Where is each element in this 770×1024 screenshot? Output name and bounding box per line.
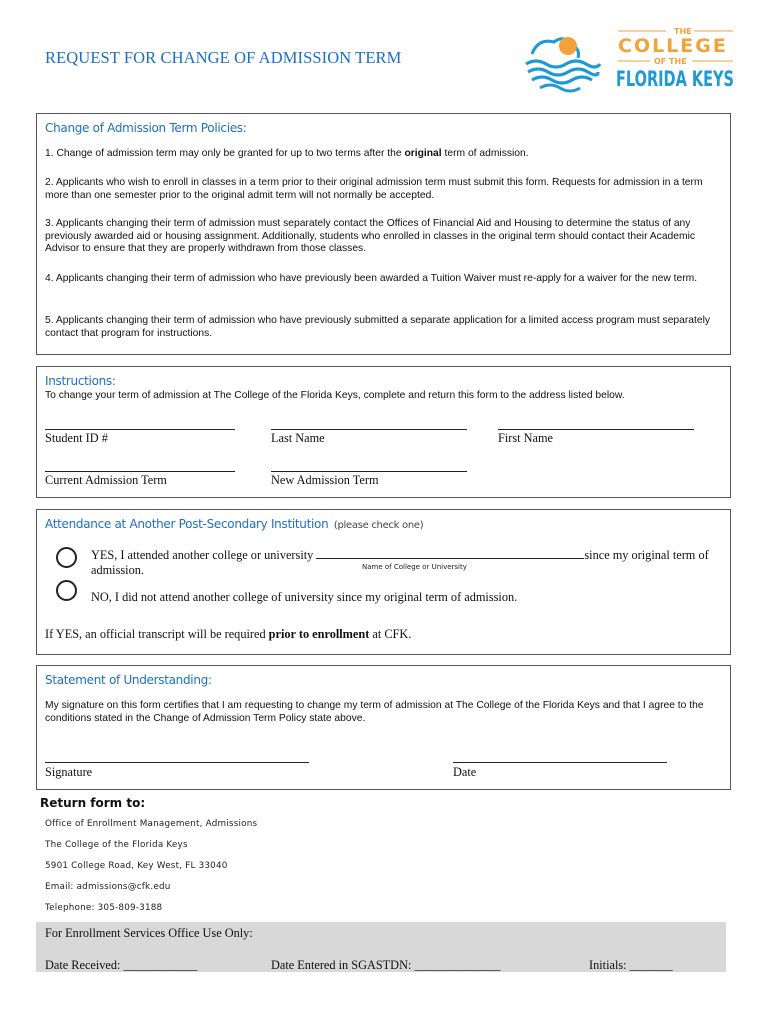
policies-heading: Change of Admission Term Policies: [45, 121, 247, 135]
return-email: Email: admissions@cfk.edu [45, 882, 171, 892]
yes-option-line2: admission. [91, 563, 144, 577]
return-office: Office of Enrollment Management, Admissions [45, 819, 258, 829]
statement-heading: Statement of Understanding: [45, 673, 212, 687]
return-phone: Telephone: 305-809-3188 [45, 903, 163, 913]
college-name-field[interactable] [316, 548, 584, 559]
last-name-label: Last Name [271, 431, 325, 445]
date-field[interactable] [453, 762, 667, 763]
date-entered-field[interactable]: Date Entered in SGASTDN: ______________ [271, 958, 501, 972]
return-heading: Return form to: [40, 796, 146, 810]
return-address: 5901 College Road, Key West, FL 33040 [45, 861, 228, 871]
college-name-caption: Name of College or University [362, 563, 467, 571]
yes-option-label: YES, I attended another college or university since my original term of [91, 548, 709, 562]
signature-field[interactable] [45, 762, 309, 763]
instructions-section [36, 366, 731, 498]
initials-field[interactable]: Initials: _______ [589, 958, 673, 972]
current-term-label: Current Admission Term [45, 473, 167, 487]
statement-text: My signature on this form certifies that I am requesting to change my term of admission at The College of the Florida Keys and that I agree to the conditions stated in the Change of Admission Term Policy state above. [45, 700, 704, 724]
attendance-heading: Attendance at Another Post-Secondary Institution (please check one) [45, 517, 424, 531]
yes-radio[interactable] [56, 547, 77, 568]
student-id-field[interactable] [45, 429, 235, 430]
transcript-note: If YES, an official transcript will be required prior to enrollment at CFK. [45, 627, 412, 641]
policy-3: 3. Applicants changing their term of admission must separately contact the Offices of Financial Aid and Housing to determine the status of any previously awarded aid or housing assignment. Additionally, students who enrolled in classes in the original term should contact their Academic Advisor to ensure that they are properly withdrawn from those classes. [45, 218, 696, 255]
no-radio[interactable] [56, 580, 77, 601]
signature-label: Signature [45, 765, 93, 779]
policies-section [36, 113, 731, 355]
wave-emblem-icon [526, 37, 600, 91]
office-use-heading: For Enrollment Services Office Use Only: [45, 926, 253, 940]
new-term-field[interactable] [271, 471, 467, 472]
policy-4: 4. Applicants changing their term of admission who have previously been awarded a Tuition Waiver must re-apply for a waiver for the new term. [45, 273, 698, 284]
first-name-label: First Name [498, 431, 553, 445]
college-logo [518, 24, 736, 100]
student-id-label: Student ID # [45, 431, 108, 445]
date-received-field[interactable]: Date Received: ____________ [45, 958, 198, 972]
instructions-text: To change your term of admission at The College of the Florida Keys, complete and return this form to the address listed below. [45, 390, 625, 401]
first-name-field[interactable] [498, 429, 694, 430]
page-title: REQUEST FOR CHANGE OF ADMISSION TERM [45, 48, 402, 67]
attendance-section [36, 509, 731, 655]
logo-college: COLLEGE [618, 35, 728, 57]
policy-1: 1. Change of admission term may only be granted for up to two terms after the original term of admission. [45, 148, 529, 159]
instructions-heading: Instructions: [45, 374, 116, 388]
statement-section [36, 665, 731, 790]
logo-of-the: OF THE [654, 57, 687, 66]
logo-florida-keys: FLORIDA KEYS [616, 67, 734, 91]
date-label: Date [453, 765, 477, 779]
last-name-field[interactable] [271, 429, 467, 430]
no-option-label: NO, I did not attend another college of university since my original term of admission. [91, 590, 518, 604]
office-use-section [36, 922, 726, 972]
logo-the: THE [674, 27, 692, 36]
policy-5: 5. Applicants changing their term of admission who have previously submitted a separate application for a limited access program must separately contact that program for instructions. [45, 315, 711, 339]
return-college: The College of the Florida Keys [45, 840, 188, 850]
policy-2: 2. Applicants who wish to enroll in classes in a term prior to their original admission term must submit this form. Requests for admission in a term more than one semester prior to the original admit term will not normally be accepted. [45, 177, 703, 201]
current-term-field[interactable] [45, 471, 235, 472]
new-term-label: New Admission Term [271, 473, 379, 487]
